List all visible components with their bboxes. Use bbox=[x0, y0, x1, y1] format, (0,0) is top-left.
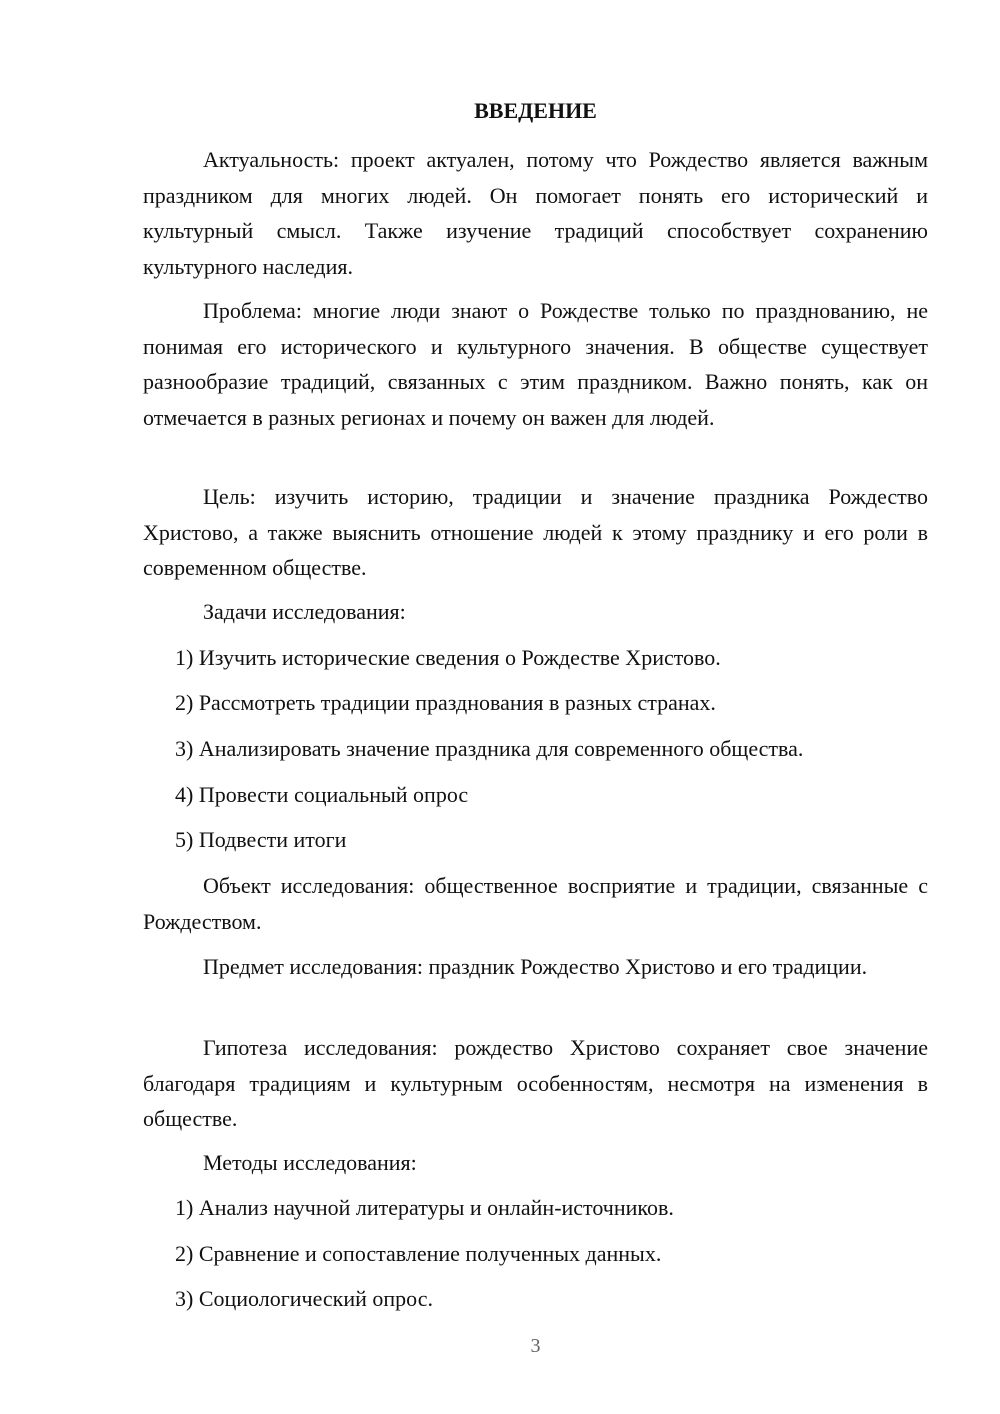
task-item-5: 5) Подвести итоги bbox=[175, 827, 347, 852]
methods-heading: Методы исследования: bbox=[203, 1150, 417, 1175]
method-item-3: 3) Социологический опрос. bbox=[175, 1286, 433, 1311]
document-page bbox=[143, 0, 928, 1414]
problem-paragraph: Проблема: многие люди знают о Рождестве только по празднованию, не понимая его исторического и культурного значения. В обществе существует разнообразие традиций, связанных с этим праздником. Важно понять, как он отмечается в разных регионах и почему он важен для людей. bbox=[143, 298, 928, 430]
subject-paragraph: Предмет исследования: праздник Рождество Христово и его традиции. bbox=[203, 954, 868, 979]
task-item-3: 3) Анализировать значение праздника для современного общества. bbox=[175, 736, 804, 761]
object-paragraph: Объект исследования: общественное восприятие и традиции, связанные с Рождеством. bbox=[143, 873, 928, 934]
tasks-heading: Задачи исследования: bbox=[203, 599, 406, 624]
relevance-paragraph: Актуальность: проект актуален, потому что Рождество является важным праздником для многих людей. Он помогает понять его исторический и культурный смысл. Также изучение традиций способствует сохранению культурного наследия. bbox=[143, 147, 928, 279]
task-item-2: 2) Рассмотреть традиции празднования в разных странах. bbox=[175, 690, 716, 715]
task-item-1: 1) Изучить исторические сведения о Рождестве Христово. bbox=[175, 645, 721, 670]
page-title: ВВЕДЕНИЕ bbox=[474, 98, 597, 123]
task-item-4: 4) Провести социальный опрос bbox=[175, 782, 469, 807]
method-item-2: 2) Сравнение и сопоставление полученных данных. bbox=[175, 1241, 662, 1266]
page-number: 3 bbox=[530, 1335, 541, 1357]
goal-paragraph: Цель: изучить историю, традиции и значение праздника Рождество Христово, а также выяснить отношение людей к этому празднику и его роли в современном обществе. bbox=[143, 484, 928, 580]
hypothesis-paragraph: Гипотеза исследования: рождество Христово сохраняет свое значение благодаря традициям и культурным особенностям, несмотря на изменения в обществе. bbox=[143, 1035, 928, 1131]
method-item-1: 1) Анализ научной литературы и онлайн-источников. bbox=[175, 1195, 674, 1220]
